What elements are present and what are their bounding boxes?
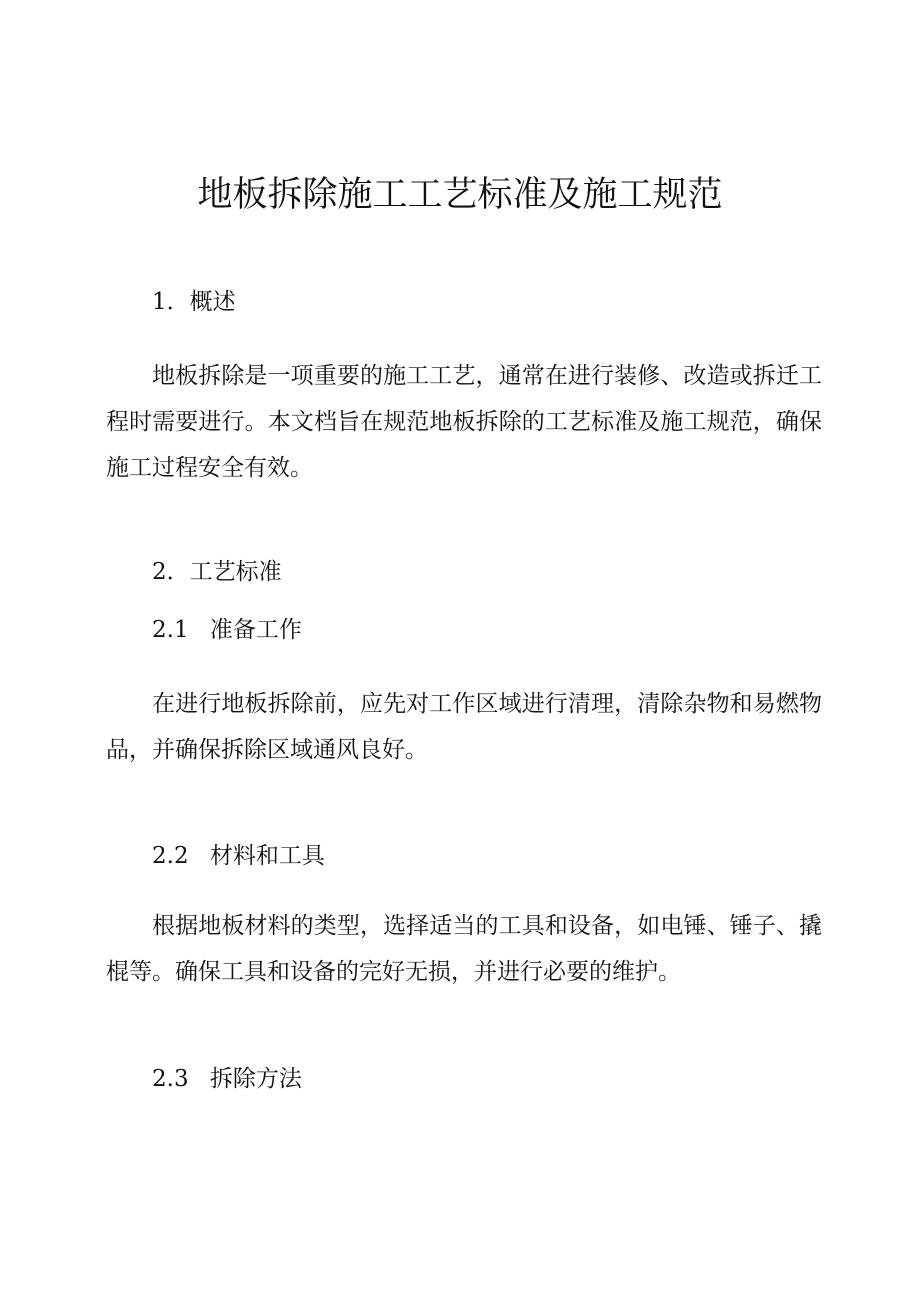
subsection-number: 2.2 <box>152 843 189 869</box>
subsection-heading-removal-method <box>152 1064 302 1095</box>
subsection-title: 材料和工具 <box>209 843 325 869</box>
preparation-paragraph: 在进行地板拆除前，应先对工作区域进行清理，清除杂物和易燃物品，并确保拆除区域通风良好。 <box>106 691 822 763</box>
subsection-number: 2.1 <box>152 617 189 643</box>
subsection-number: 2.3 <box>152 1066 189 1092</box>
document-title: 地板拆除施工工艺标准及施工规范 <box>197 175 723 215</box>
subsection-title: 拆除方法 <box>209 1066 302 1092</box>
section-heading-overview: 1．概述 <box>152 289 236 315</box>
subsection-heading-preparation <box>152 615 302 646</box>
section-heading-process-standard: 2．工艺标准 <box>152 559 282 585</box>
subsection-title: 准备工作 <box>209 617 302 643</box>
subsection-heading-materials-tools <box>152 841 325 872</box>
overview-paragraph: 地板拆除是一项重要的施工工艺，通常在进行装修、改造或拆迁工程时需要进行。本文档旨在规范地板拆除的工艺标准及施工规范，确保施工过程安全有效。 <box>106 363 822 481</box>
materials-tools-paragraph: 根据地板材料的类型，选择适当的工具和设备，如电锤、锤子、撬棍等。确保工具和设备的完好无损，并进行必要的维护。 <box>106 913 822 985</box>
